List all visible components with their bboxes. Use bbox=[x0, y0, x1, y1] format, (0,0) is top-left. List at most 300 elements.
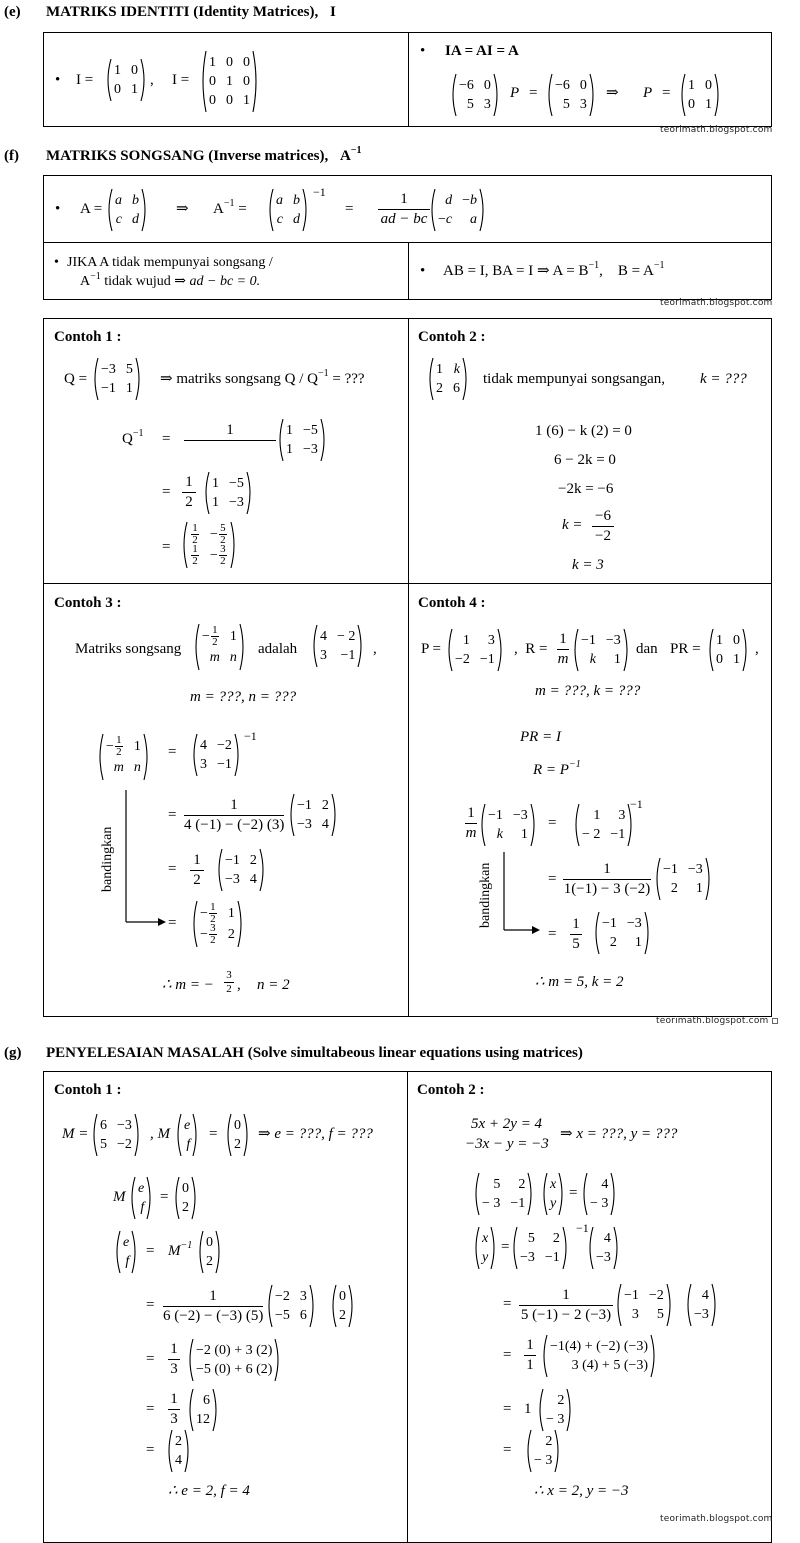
matrix-brackets bbox=[572, 803, 635, 847]
matrix-entry: 6 bbox=[100, 1117, 107, 1133]
fraction-denominator: 2 bbox=[226, 983, 232, 995]
fraction-bar bbox=[184, 440, 276, 441]
example-1-title: Contoh 1 : bbox=[54, 1082, 122, 1098]
matrix-entry: −3 bbox=[117, 1117, 132, 1133]
fraction-denominator: −2 bbox=[595, 528, 611, 544]
right-parenthesis bbox=[141, 59, 144, 101]
one-fraction bbox=[524, 1338, 536, 1373]
left-parenthesis bbox=[584, 1173, 587, 1215]
solution-vector bbox=[165, 1429, 192, 1473]
matrix-entry: 1 bbox=[209, 54, 216, 70]
example-matrix-a bbox=[449, 73, 501, 117]
q-det-fraction bbox=[184, 423, 276, 443]
left-parenthesis bbox=[200, 1231, 203, 1273]
matrix-entry: 4 bbox=[320, 628, 327, 644]
right-parenthesis bbox=[498, 629, 501, 671]
matrix-entry: c bbox=[115, 211, 122, 227]
section-e-symbol: I bbox=[329, 4, 336, 20]
examples-divider bbox=[43, 583, 772, 584]
matrix-entry: −3 bbox=[626, 915, 642, 931]
vector-rhs bbox=[580, 1172, 618, 1216]
matrix-entry: d bbox=[445, 192, 453, 208]
equals: = bbox=[168, 807, 177, 823]
matrix-entry: 1 bbox=[226, 73, 233, 89]
fraction-bar bbox=[184, 815, 284, 816]
examples-divider bbox=[408, 318, 409, 1017]
right-parenthesis bbox=[332, 794, 335, 836]
matrix-entry: 1 bbox=[286, 422, 293, 438]
right-parenthesis bbox=[611, 1173, 614, 1215]
matrix-entry: 0 bbox=[206, 1234, 213, 1250]
fraction-bar bbox=[182, 492, 196, 493]
left-parenthesis bbox=[476, 1227, 479, 1269]
fraction-denominator: 5 (−1) − 2 (−3) bbox=[520, 1307, 612, 1323]
section-g-title: PENYELESAIAN MASALAH (Solve simultabeous linear equations using matrices) bbox=[46, 1045, 583, 1061]
example-matrix-b bbox=[545, 73, 597, 117]
corner-mark bbox=[772, 1018, 778, 1024]
equals: = bbox=[345, 201, 354, 217]
section-e-title bbox=[46, 4, 336, 21]
matrix-entry: 2 bbox=[182, 1199, 189, 1215]
left-parenthesis bbox=[430, 358, 433, 400]
matrix-entry: −3 bbox=[297, 816, 312, 832]
coefficient-matrix bbox=[510, 1226, 570, 1270]
left-parenthesis bbox=[618, 1284, 621, 1326]
step-5: k = 3 bbox=[572, 557, 604, 573]
left-parenthesis bbox=[657, 858, 660, 900]
matrix-entry: 3 bbox=[299, 1288, 307, 1304]
matrix-entry: − 2 bbox=[337, 628, 356, 644]
left-parenthesis bbox=[228, 1114, 231, 1156]
comma: , bbox=[373, 641, 377, 657]
matrix-brackets bbox=[428, 188, 487, 232]
matrix-entry: a bbox=[115, 192, 122, 208]
matrix-brackets bbox=[449, 73, 501, 117]
left-parenthesis bbox=[203, 51, 206, 112]
matrix-entry: 0 bbox=[226, 54, 233, 70]
left-parenthesis bbox=[544, 1173, 547, 1215]
matrix-brackets bbox=[190, 733, 242, 777]
matrix-entry: − 2 bbox=[582, 826, 601, 842]
step-2: 6 − 2k = 0 bbox=[554, 452, 616, 468]
example-3-answer bbox=[162, 978, 214, 993]
left-parenthesis bbox=[196, 624, 199, 670]
left-parenthesis bbox=[482, 804, 485, 846]
left-parenthesis bbox=[688, 1284, 691, 1326]
right-parenthesis bbox=[567, 1389, 570, 1431]
matrix-brackets bbox=[540, 1172, 566, 1216]
matrix-entry: − 3 2 bbox=[200, 922, 216, 946]
equals: = bbox=[503, 1442, 512, 1458]
label-m: M bbox=[113, 1189, 126, 1205]
matrix-entry: 1 bbox=[593, 807, 601, 823]
right-parenthesis bbox=[142, 189, 145, 231]
identity-2x2-label: I = bbox=[76, 72, 94, 88]
matrix-entry: − 1 2 bbox=[202, 624, 218, 648]
bullet: • bbox=[420, 263, 426, 279]
matrix-entry: x bbox=[550, 1176, 557, 1192]
matrix-entry: 1 bbox=[613, 651, 621, 667]
matrix-entry: c bbox=[276, 211, 283, 227]
matrix-entry: 5 bbox=[527, 1230, 535, 1246]
matrix-entry: − 3 bbox=[534, 1452, 553, 1468]
equals: = bbox=[569, 1185, 578, 1201]
example-2-question: ⇒ x = ???, y = ??? bbox=[560, 1126, 678, 1142]
matrix-entry: 0 bbox=[483, 77, 491, 93]
matrix-brackets bbox=[684, 1283, 719, 1327]
implies-symbol: ⇒ bbox=[176, 201, 189, 217]
left-parenthesis bbox=[449, 629, 452, 671]
left-parenthesis bbox=[576, 804, 579, 846]
matrix-y3 bbox=[310, 624, 365, 668]
matrix-brackets bbox=[215, 848, 267, 892]
left-parenthesis bbox=[219, 849, 222, 891]
matrix-entry: 6 bbox=[203, 1392, 210, 1408]
fraction-denominator: 3 bbox=[170, 1361, 178, 1377]
answer-text: ∴ m = − bbox=[162, 977, 214, 993]
matrix-entry: 3 bbox=[487, 632, 495, 648]
matrix-entry: 1 bbox=[212, 494, 219, 510]
matrix-entry: −1 bbox=[510, 1195, 526, 1211]
label-m: , M bbox=[150, 1126, 170, 1142]
matrix-entry: 1 bbox=[462, 632, 470, 648]
matrix-entry: 2 bbox=[234, 1136, 241, 1152]
right-parenthesis bbox=[614, 1227, 617, 1269]
matrix-m bbox=[90, 1113, 142, 1157]
matrix-entry: 3 bbox=[200, 756, 207, 772]
matrix-entry: 0 bbox=[114, 81, 121, 97]
right-parenthesis bbox=[590, 74, 593, 116]
matrix-entry: −5 bbox=[303, 422, 318, 438]
matrix-abcd bbox=[266, 188, 310, 232]
equals: = bbox=[503, 1347, 512, 1363]
fraction-denominator: 5 bbox=[572, 936, 580, 952]
matrix-entry: 1 2 bbox=[192, 543, 198, 567]
matrix-brackets bbox=[165, 1429, 192, 1473]
matrix-entry: 1 bbox=[114, 62, 121, 78]
matrix-entry: y bbox=[550, 1195, 557, 1211]
matrix-brackets bbox=[199, 50, 260, 113]
matrix-r bbox=[478, 803, 538, 847]
fraction-numerator: 3 bbox=[226, 969, 232, 981]
half-fraction bbox=[190, 853, 204, 888]
vector-ef bbox=[174, 1113, 200, 1157]
matrix-entry: 0 bbox=[226, 92, 233, 108]
section-f-marker: (f) bbox=[4, 148, 19, 164]
fraction-denominator: 2 bbox=[185, 494, 193, 510]
matrix-entry: 2 bbox=[557, 1392, 565, 1408]
matrix-entry: 4 bbox=[701, 1287, 709, 1303]
right-parenthesis bbox=[185, 1430, 188, 1472]
fraction-numerator: 1 bbox=[209, 1288, 217, 1304]
right-parenthesis bbox=[275, 1339, 278, 1381]
left-parenthesis bbox=[190, 1389, 193, 1431]
third-fraction bbox=[168, 1392, 180, 1427]
matrix-brackets bbox=[287, 793, 339, 837]
matrix-entry: a bbox=[276, 192, 283, 208]
equation-1: 5x + 2y = 4 bbox=[471, 1116, 543, 1132]
left-parenthesis bbox=[176, 1177, 179, 1219]
fraction-bar bbox=[519, 1305, 613, 1306]
matrix-entry: 1 bbox=[716, 632, 723, 648]
matrix-entry: 5 bbox=[656, 1306, 664, 1322]
section-e-marker: (e) bbox=[4, 4, 21, 20]
matrix-entry: −3 bbox=[229, 494, 244, 510]
matrix-p bbox=[445, 628, 505, 672]
matrix-entry: −1 bbox=[225, 852, 240, 868]
matrix-entry: 2 bbox=[436, 380, 443, 396]
matrix-brackets bbox=[276, 418, 328, 462]
matrix-entry: −3 bbox=[605, 632, 621, 648]
fraction-bar bbox=[592, 526, 614, 527]
matrix-entry: 1 bbox=[133, 738, 141, 754]
product-vector bbox=[186, 1338, 282, 1382]
matrix-brackets bbox=[510, 1226, 570, 1270]
matrix-entry: 1 bbox=[520, 826, 528, 842]
step-text: R = P bbox=[533, 762, 569, 778]
equals: = bbox=[162, 539, 171, 555]
matrix-entry: 2 bbox=[227, 926, 235, 942]
matrix-entry: 4 bbox=[321, 816, 329, 832]
fraction-denominator: 1(−1) − 3 (−2) bbox=[563, 881, 651, 897]
matrix-entry: −1 bbox=[297, 797, 312, 813]
vector-xy bbox=[472, 1226, 498, 1270]
right-parenthesis bbox=[147, 1177, 150, 1219]
fraction-denominator: 4 (−1) − (−2) (3) bbox=[184, 817, 285, 833]
matrix-p-symbol: P bbox=[643, 85, 653, 101]
right-parenthesis bbox=[528, 1173, 531, 1215]
comma: , bbox=[237, 977, 241, 993]
matrix-entry: f bbox=[140, 1199, 145, 1215]
matrix-brackets bbox=[614, 1283, 674, 1327]
g2-det-fraction bbox=[519, 1288, 613, 1323]
matrix-p-symbol: P bbox=[510, 85, 520, 101]
example-4-answer: ∴ m = 5, k = 2 bbox=[535, 974, 624, 990]
matrix-entry: 0 bbox=[705, 77, 712, 93]
matrix-brackets bbox=[592, 911, 652, 955]
matrix-entry: −5 bbox=[229, 475, 244, 491]
watermark: teorimath.blogspot.com bbox=[660, 1514, 773, 1524]
example-1-answer: ∴ e = 2, f = 4 bbox=[168, 1483, 250, 1499]
right-parenthesis bbox=[213, 1389, 216, 1431]
matrix-entry: 6 bbox=[299, 1307, 307, 1323]
matrix-entry: −3 bbox=[520, 1249, 535, 1265]
fraction-denominator: ad − bc bbox=[380, 211, 428, 227]
step-3: −2k = −6 bbox=[558, 481, 614, 497]
matrix-entry: 3 bbox=[320, 647, 327, 663]
left-parenthesis bbox=[169, 1430, 172, 1472]
left-parenthesis bbox=[108, 59, 111, 101]
third-fraction bbox=[168, 1342, 180, 1377]
matrix-entry: 0 bbox=[339, 1288, 346, 1304]
bullet: • bbox=[420, 43, 426, 59]
left-parenthesis bbox=[194, 901, 197, 947]
matrix-brackets bbox=[172, 1176, 199, 1220]
matrix-entry: b bbox=[132, 192, 139, 208]
coefficient-matrix bbox=[472, 1172, 535, 1216]
label-m: M = bbox=[62, 1126, 89, 1142]
matrix-brackets bbox=[190, 900, 245, 948]
matrix-entry: 1 bbox=[286, 441, 293, 457]
matrix-entry: −1 bbox=[479, 651, 495, 667]
example-3-question: Matriks songsang bbox=[75, 641, 182, 657]
matrix-brackets bbox=[310, 624, 365, 668]
matrix-entry: 0 bbox=[688, 96, 695, 112]
matrix-entry: − 3 bbox=[590, 1195, 609, 1211]
fraction-numerator: 1 bbox=[170, 1391, 178, 1407]
label-pr: PR = bbox=[670, 641, 701, 657]
right-parenthesis bbox=[358, 625, 361, 667]
fraction-numerator: 1 bbox=[193, 852, 201, 868]
ex3-result bbox=[190, 900, 245, 948]
step-r-pinv: $R = P^{-1}$ bbox=[533, 759, 581, 778]
matrix-brackets bbox=[104, 58, 148, 102]
label-a-inverse: $A^{-1}$ = bbox=[213, 198, 247, 217]
matrix-brackets bbox=[478, 803, 538, 847]
inverse-relation: AB = I, BA = I ⇒ $A = B^{-1}$, $B = A^{-1}$ bbox=[443, 260, 665, 279]
matrix-entry: −3 bbox=[101, 361, 116, 377]
matrix-entry: 3 bbox=[631, 1306, 639, 1322]
matrix-brackets bbox=[180, 521, 238, 569]
matrix-entry: 5 bbox=[562, 96, 570, 112]
matrix-entry: 2 bbox=[321, 797, 329, 813]
fraction-denominator: m bbox=[465, 825, 477, 841]
result-vector bbox=[186, 1388, 220, 1432]
matrix-entry: 2 bbox=[175, 1433, 182, 1449]
step-1: 1 (6) − k (2) = 0 bbox=[535, 423, 632, 439]
matrix-q bbox=[91, 357, 143, 401]
matrix-entry: 0 bbox=[243, 54, 250, 70]
left-parenthesis bbox=[682, 74, 685, 116]
compare-label: bandingkan bbox=[100, 826, 115, 892]
matrix-entry: −3 bbox=[694, 1306, 709, 1322]
fraction-bar bbox=[465, 823, 477, 824]
equals: = bbox=[168, 861, 177, 877]
matrix-entry: −1 bbox=[488, 807, 503, 823]
step-4-lhs: k = bbox=[562, 517, 583, 533]
equals: = bbox=[146, 1442, 155, 1458]
label-a: A = bbox=[80, 201, 103, 217]
q-adjugate bbox=[202, 471, 254, 515]
matrix-brackets bbox=[540, 1334, 658, 1378]
right-parenthesis bbox=[667, 1284, 670, 1326]
matrix-entry: −1 bbox=[101, 380, 116, 396]
identity-divider bbox=[408, 32, 409, 127]
matrix-brackets bbox=[571, 628, 631, 672]
right-parenthesis bbox=[136, 358, 139, 400]
left-parenthesis bbox=[590, 1227, 593, 1269]
matrix-brackets bbox=[224, 1113, 251, 1157]
fraction-numerator: 1 bbox=[185, 474, 193, 490]
right-parenthesis bbox=[132, 1231, 135, 1273]
matrix-brackets bbox=[266, 188, 310, 232]
section-e-title-text: MATRIKS IDENTITI (Identity Matrices), bbox=[46, 4, 319, 20]
right-parenthesis bbox=[491, 1227, 494, 1269]
watermark: teorimath.blogspot.com bbox=[660, 125, 773, 135]
matrix-entry: k bbox=[496, 826, 503, 842]
matrix-entry: −2 bbox=[275, 1288, 290, 1304]
right-parenthesis bbox=[651, 1335, 654, 1377]
vector-rhs bbox=[586, 1226, 621, 1270]
matrix-entry: −3 bbox=[303, 441, 318, 457]
matrix-entry: −3 bbox=[512, 807, 528, 823]
right-parenthesis bbox=[260, 849, 263, 891]
right-parenthesis bbox=[349, 1285, 352, 1327]
matrix-entry: 0 bbox=[209, 92, 216, 108]
comma: , bbox=[755, 641, 759, 657]
fraction-denominator: m bbox=[557, 651, 569, 667]
fraction-bar bbox=[163, 1306, 263, 1307]
inverse-divider bbox=[408, 242, 409, 300]
equals: = bbox=[146, 1351, 155, 1367]
left-parenthesis bbox=[95, 358, 98, 400]
example-1-title: Contoh 1 : bbox=[54, 329, 122, 345]
matrix-brackets bbox=[545, 73, 597, 117]
watermark: teorimath.blogspot.com bbox=[660, 298, 773, 308]
left-parenthesis bbox=[178, 1114, 181, 1156]
matrix-entry: 3 bbox=[579, 96, 587, 112]
determinant-fraction bbox=[378, 192, 430, 227]
fraction-denominator: 1 bbox=[526, 1357, 534, 1373]
right-parenthesis bbox=[645, 912, 648, 954]
right-parenthesis bbox=[247, 472, 250, 514]
left-parenthesis bbox=[117, 1231, 120, 1273]
fraction-numerator: 1 bbox=[170, 1341, 178, 1357]
matrix-brackets bbox=[653, 857, 713, 901]
matrix-brackets bbox=[706, 628, 750, 672]
question-text: ⇒ matriks songsang Q / Q bbox=[160, 371, 318, 387]
equals: = bbox=[503, 1296, 512, 1312]
ex3-adjugate bbox=[287, 793, 339, 837]
ex4-adjugate bbox=[592, 911, 652, 955]
example-3-title: Contoh 3 : bbox=[54, 595, 122, 611]
left-parenthesis bbox=[291, 794, 294, 836]
equals: = bbox=[146, 1401, 155, 1417]
label-p: P = bbox=[421, 641, 441, 657]
matrix-entry: f bbox=[125, 1253, 130, 1269]
matrix-entry: d bbox=[132, 211, 139, 227]
condition-expr: ad − bc = 0. bbox=[189, 274, 261, 289]
matrix-brackets bbox=[472, 1172, 535, 1216]
left-parenthesis bbox=[575, 629, 578, 671]
example-4-unknowns: m = ???, k = ??? bbox=[535, 683, 641, 699]
matrix-entry: 5 bbox=[493, 1176, 501, 1192]
label-r: , R = bbox=[514, 641, 548, 657]
vector-rhs bbox=[224, 1113, 251, 1157]
matrix-entry: −1 bbox=[581, 632, 596, 648]
left-parenthesis bbox=[280, 419, 283, 461]
vector-rhs bbox=[329, 1284, 356, 1328]
fraction-bar bbox=[563, 879, 651, 880]
matrix-entry: −1 bbox=[544, 1249, 560, 1265]
fraction-numerator: 1 bbox=[559, 631, 567, 647]
matrix-brackets bbox=[586, 1226, 621, 1270]
bullet: • bbox=[55, 72, 61, 88]
matrix-entry: 2 bbox=[518, 1176, 526, 1192]
matrix-entry: −2 bbox=[648, 1287, 664, 1303]
matrix-entry: x bbox=[482, 1230, 489, 1246]
matrix-entry: k bbox=[453, 361, 460, 377]
left-parenthesis bbox=[333, 1285, 336, 1327]
fraction-numerator: 1 bbox=[603, 861, 611, 877]
matrix-entry: −2 (0) + 3 (2) bbox=[196, 1342, 273, 1358]
matrix-entry: 1 bbox=[212, 475, 219, 491]
matrix-brackets bbox=[174, 1113, 200, 1157]
relation-b-text: B = A bbox=[617, 263, 654, 279]
right-parenthesis bbox=[192, 1177, 195, 1219]
matrix-brackets bbox=[91, 357, 143, 401]
matrix-brackets bbox=[186, 1338, 282, 1382]
